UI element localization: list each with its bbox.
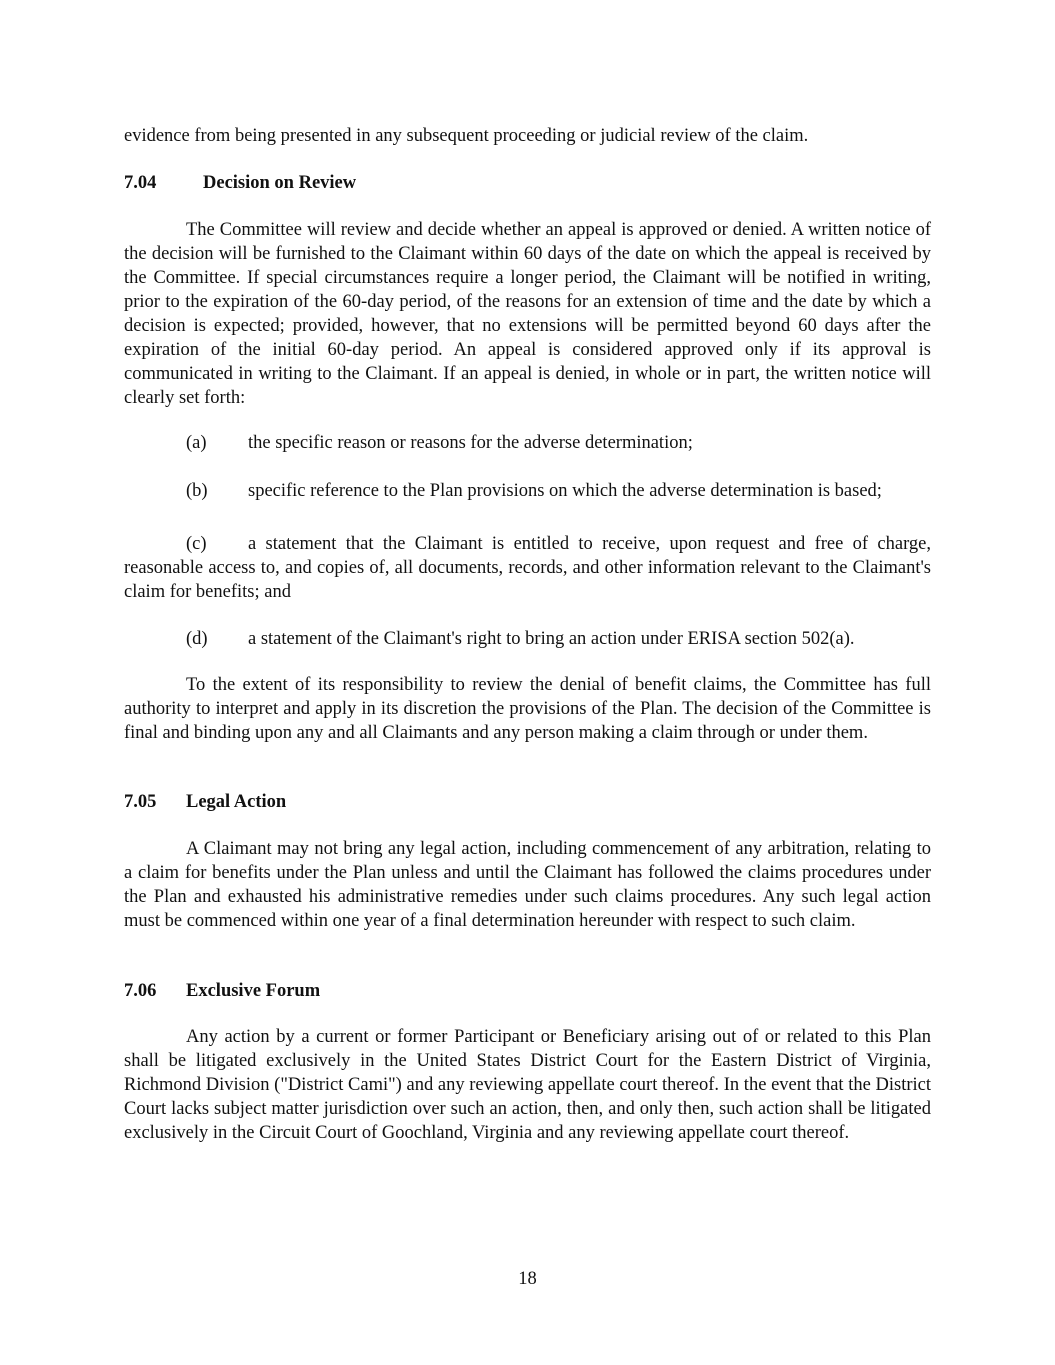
section-number: 7.06 (124, 981, 157, 1001)
section-7-04-paragraph-2: To the extent of its responsibility to review the denial of benefit claims, the Committee has full authority to interpret and apply in its discretion the provisions of the Plan. The decision of the Committee is final and binding upon any and all Claimants and any person making a claim through or under them. (124, 675, 931, 743)
section-7-05-paragraph-1: A Claimant may not bring any legal action, including commencement of any arbitration, relating to a claim for benefits under the Plan unless and until the Claimant has followed the claims procedures under the Plan and exhausted his administrative remedies under such claims procedures. Any such legal action must be commenced within one year of a final determination hereunder with respect to such claim. (124, 839, 931, 931)
list-item-label: (a) (186, 433, 207, 453)
list-item-text: specific reference to the Plan provisions on which the adverse determination is based; (248, 481, 882, 501)
section-7-06-paragraph-1: Any action by a current or former Participant or Beneficiary arising out of or related to this Plan shall be litigated exclusively in the United States District Court for the Eastern District of Virginia, Richmond Division ("District Cami") and any reviewing appellate court thereof. In the event that the District Court lacks subject matter jurisdiction over such an action, then, and only then, such action shall be litigated exclusively in the Circuit Court of Goochland, Virginia and any reviewing appellate court thereof. (124, 1027, 931, 1143)
list-item-text: a statement of the Claimant's right to bring an action under ERISA section 502(a). (248, 629, 855, 649)
section-title: Exclusive Forum (186, 981, 321, 1001)
list-item-label: (c) (186, 534, 207, 554)
list-item-a (124, 431, 931, 455)
section-7-04-paragraph-1: The Committee will review and decide whether an appeal is approved or denied. A written notice of the decision will be furnished to the Claimant within 60 days of the date on which the appeal is received by the Committee. If special circumstances require a longer period, the Claimant will be notified in writing, prior to the expiration of the 60-day period, of the reasons for an extension of time and the date by which a decision is expected; provided, however, that no extensions will be permitted beyond 60 days after the expiration of the initial 60-day period. An appeal is considered approved only if its approval is communicated in writing to the Claimant. If an appeal is denied, in whole or in part, the written notice will clearly set forth: (124, 220, 931, 408)
page-number: 18 (518, 1269, 537, 1289)
section-heading-7-06 (124, 979, 931, 1003)
list-item-d (124, 627, 931, 651)
section-title: Decision on Review (203, 173, 357, 193)
section-number: 7.05 (124, 792, 157, 812)
list-item-b (124, 479, 931, 503)
section-number: 7.04 (124, 173, 157, 193)
list-item-text: the specific reason or reasons for the adverse determination; (248, 433, 693, 453)
list-item-c (124, 532, 931, 604)
list-item-label: (b) (186, 481, 208, 501)
list-item-text: a statement that the Claimant is entitled to receive, upon request and free of charge, reasonable access to, and copies of, all documents, records, and other information relevant to the Claimant's claim for benefits; and (124, 534, 931, 602)
section-heading-7-05 (124, 790, 931, 814)
continuation-text: evidence from being presented in any subsequent proceeding or judicial review of the claim. (124, 126, 809, 146)
section-heading-7-04 (124, 171, 931, 195)
section-title: Legal Action (186, 792, 287, 812)
list-item-label: (d) (186, 629, 208, 649)
